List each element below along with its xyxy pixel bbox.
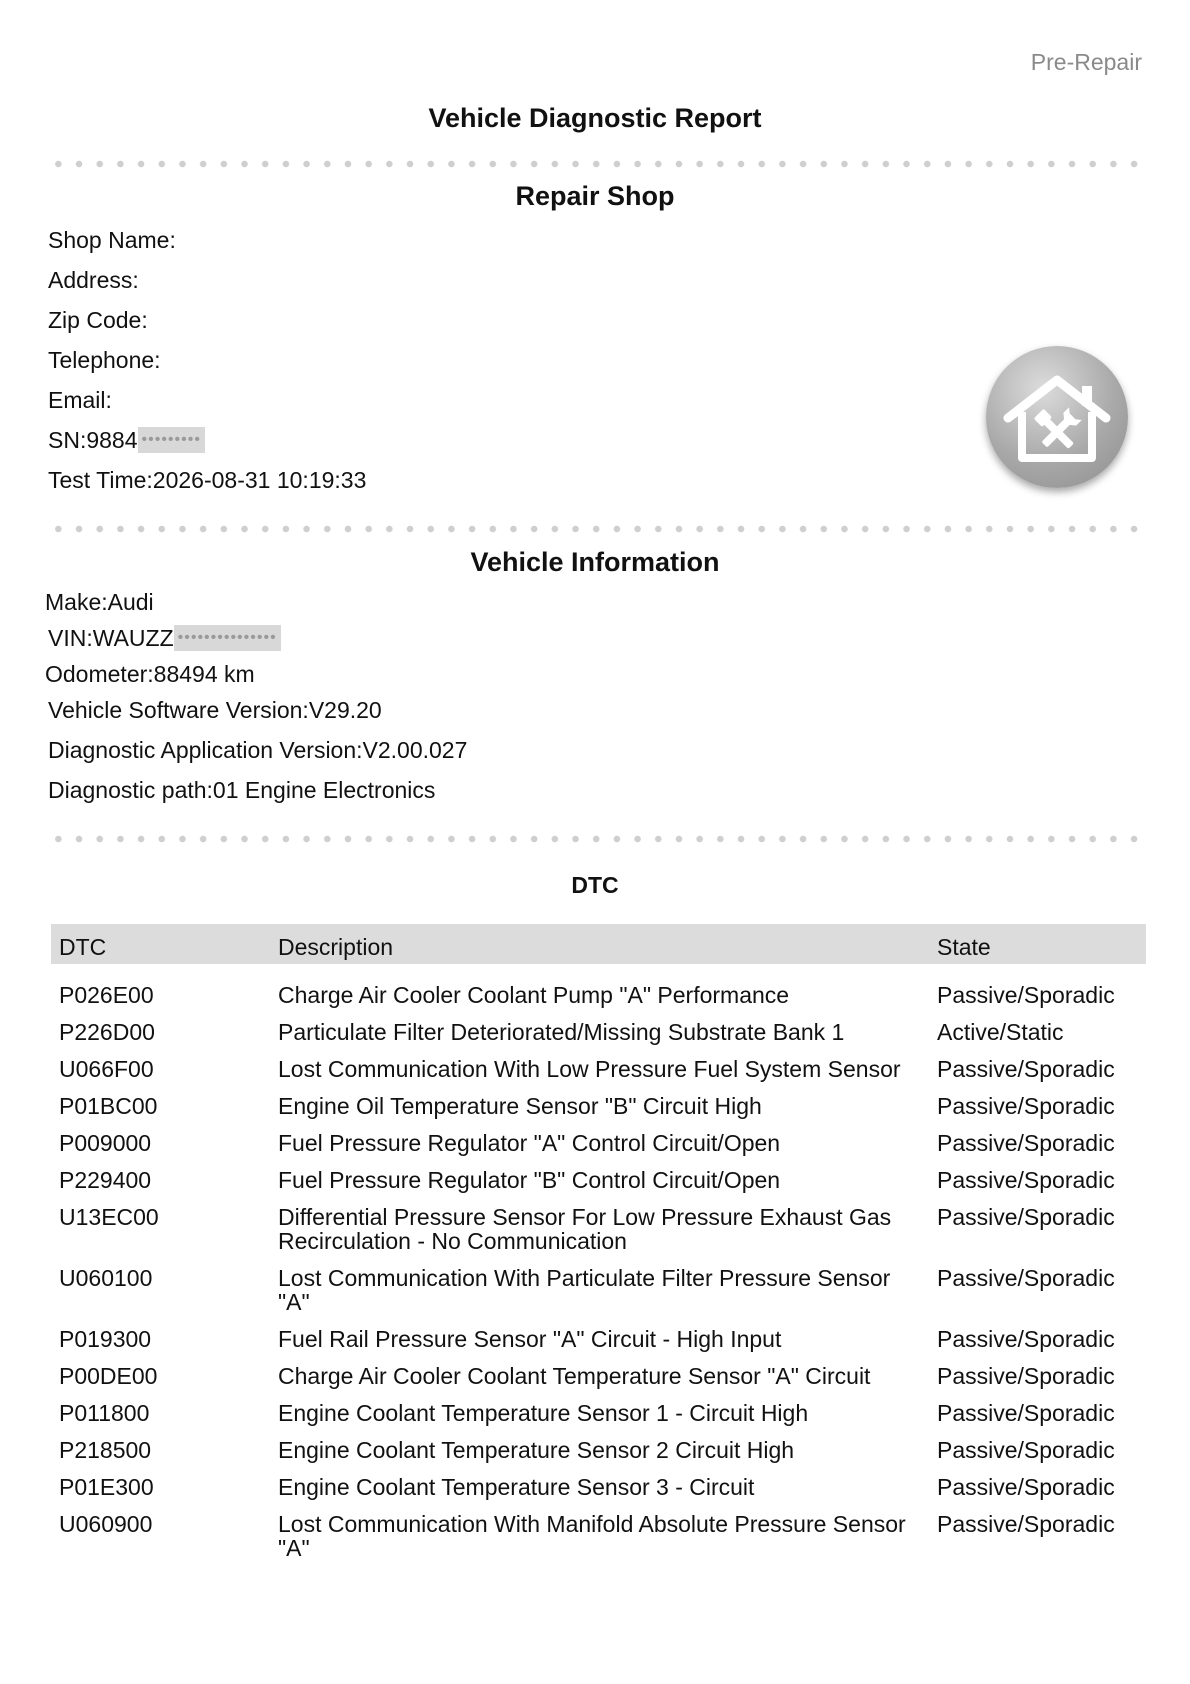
- vin-label: VIN:WAUZZ: [48, 625, 174, 651]
- dtc-description: Fuel Pressure Regulator "B" Control Circuit/Open: [278, 1167, 781, 1193]
- state-column-header: State: [937, 933, 991, 960]
- dtc-section-title: DTC: [571, 872, 619, 898]
- vehicle-information-title: Vehicle Information: [470, 547, 720, 577]
- dtc-state: Passive/Sporadic: [937, 1400, 1115, 1426]
- table-row: [51, 1259, 1146, 1320]
- shop-name-field: Shop Name:: [48, 227, 176, 253]
- table-row: [51, 1431, 1146, 1468]
- table-row: [51, 1161, 1146, 1198]
- vin-masked: •••••••••••••••: [174, 625, 281, 651]
- telephone-field: Telephone:: [48, 347, 161, 373]
- repair-shop-title: Repair Shop: [515, 181, 675, 211]
- make-field: Make:Audi: [45, 589, 154, 615]
- dtc-code: P011800: [59, 1400, 150, 1426]
- table-row: [51, 1505, 1146, 1566]
- dtc-code: P00DE00: [59, 1363, 158, 1389]
- dtc-code: P026E00: [59, 982, 154, 1008]
- dtc-description: Lost Communication With Particulate Filter Pressure Sensor "A": [278, 1265, 891, 1315]
- table-row: [51, 1087, 1146, 1124]
- dtc-description: Engine Coolant Temperature Sensor 1 - Circuit High: [278, 1400, 809, 1426]
- dtc-code: P009000: [59, 1130, 152, 1156]
- application-version-field: Diagnostic Application Version:V2.00.027: [48, 737, 468, 763]
- dotted-divider: [48, 160, 1144, 168]
- table-row: [51, 1124, 1146, 1161]
- dtc-code: P019300: [59, 1326, 152, 1352]
- dtc-code: U060900: [59, 1511, 153, 1537]
- dtc-code: P01BC00: [59, 1093, 158, 1119]
- dtc-description: Engine Coolant Temperature Sensor 3 - Circuit: [278, 1474, 755, 1500]
- zip-code-field: Zip Code:: [48, 307, 148, 333]
- dtc-state: Passive/Sporadic: [937, 1437, 1115, 1463]
- dtc-code: P226D00: [59, 1019, 155, 1045]
- dtc-description: Fuel Rail Pressure Sensor "A" Circuit - High Input: [278, 1326, 782, 1352]
- serial-number-label: SN:9884: [48, 427, 138, 453]
- serial-number-masked: •••••••••: [138, 427, 205, 453]
- dtc-description: Charge Air Cooler Coolant Temperature Sensor "A" Circuit: [278, 1363, 871, 1389]
- table-row: [51, 1468, 1146, 1505]
- house-tools-icon: [986, 346, 1128, 488]
- vin-field: [48, 625, 281, 653]
- dtc-code: U066F00: [59, 1056, 154, 1082]
- dtc-column-header: DTC: [59, 933, 107, 960]
- dtc-code: U060100: [59, 1265, 153, 1291]
- dtc-state: Passive/Sporadic: [937, 1474, 1115, 1500]
- description-column-header: Description: [278, 933, 394, 960]
- table-row: [51, 1394, 1146, 1431]
- table-row: [51, 1357, 1146, 1394]
- table-row: [51, 1013, 1146, 1050]
- pre-repair-tag: Pre-Repair: [1030, 49, 1142, 75]
- diagnostic-path-field: Diagnostic path:01 Engine Electronics: [48, 777, 436, 803]
- dtc-state: Passive/Sporadic: [937, 1093, 1115, 1119]
- dtc-code: U13EC00: [59, 1204, 159, 1230]
- dtc-code: P01E300: [59, 1474, 154, 1500]
- dtc-description: Differential Pressure Sensor For Low Pressure Exhaust Gas Recirculation - No Communication: [278, 1204, 892, 1254]
- dtc-code: P229400: [59, 1167, 152, 1193]
- table-row: [51, 1198, 1146, 1259]
- dtc-description: Charge Air Cooler Coolant Pump "A" Performance: [278, 982, 790, 1008]
- dtc-description: Particulate Filter Deteriorated/Missing Substrate Bank 1: [278, 1019, 845, 1045]
- dtc-state: Passive/Sporadic: [937, 1056, 1115, 1082]
- dtc-description: Lost Communication With Low Pressure Fuel System Sensor: [278, 1056, 901, 1082]
- dtc-state: Passive/Sporadic: [937, 1130, 1115, 1156]
- table-row: [51, 1320, 1146, 1357]
- software-version-field: Vehicle Software Version:V29.20: [48, 697, 382, 723]
- dtc-description: Engine Oil Temperature Sensor "B" Circuit High: [278, 1093, 762, 1119]
- email-field: Email:: [48, 387, 112, 413]
- address-field: Address:: [48, 267, 139, 293]
- dtc-state: Passive/Sporadic: [937, 1167, 1115, 1193]
- dtc-table-header: [51, 924, 1146, 964]
- dtc-description: Engine Coolant Temperature Sensor 2 Circuit High: [278, 1437, 795, 1463]
- table-row: [51, 964, 1146, 1013]
- dtc-description: Fuel Pressure Regulator "A" Control Circuit/Open: [278, 1130, 781, 1156]
- dtc-table: [51, 924, 1146, 1566]
- report-title: Vehicle Diagnostic Report: [428, 103, 762, 133]
- dtc-state: Passive/Sporadic: [937, 1204, 1115, 1230]
- odometer-field: Odometer:88494 km: [45, 661, 255, 687]
- dtc-state: Active/Static: [937, 1019, 1064, 1045]
- dotted-divider: [48, 525, 1144, 533]
- house-tools-glyph: [986, 346, 1128, 488]
- test-time-field: Test Time:2026-08-31 10:19:33: [48, 467, 367, 493]
- dtc-state: Passive/Sporadic: [937, 1265, 1115, 1291]
- serial-number-field: [48, 427, 205, 455]
- table-row: [51, 1050, 1146, 1087]
- dtc-state: Passive/Sporadic: [937, 1511, 1115, 1537]
- dtc-code: P218500: [59, 1437, 152, 1463]
- dtc-state: Passive/Sporadic: [937, 1326, 1115, 1352]
- dotted-divider: [48, 835, 1144, 843]
- dtc-state: Passive/Sporadic: [937, 1363, 1115, 1389]
- dtc-description: Lost Communication With Manifold Absolute Pressure Sensor "A": [278, 1511, 906, 1561]
- dtc-state: Passive/Sporadic: [937, 982, 1115, 1008]
